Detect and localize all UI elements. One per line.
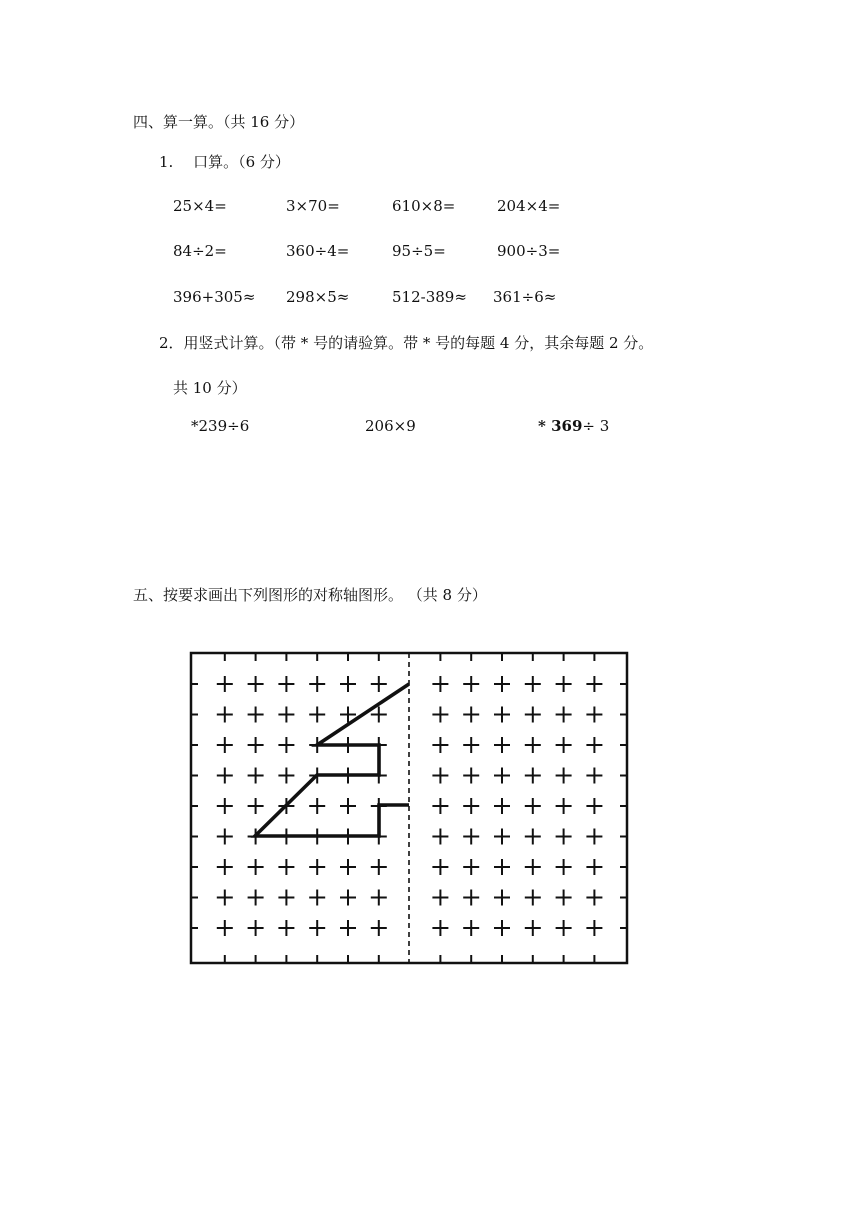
mental-math-item: 25×4= [173, 197, 227, 215]
mental-math-item: 204×4= [497, 197, 561, 215]
q1-label: 1. 口算。（6 分） [159, 153, 290, 171]
mental-math-item: 360÷4= [286, 242, 350, 260]
problem3-operator: ÷ 3 [582, 417, 610, 435]
mental-math-item: 396+305≈ [173, 288, 256, 306]
q2-label-line2: 共 10 分） [173, 379, 247, 397]
mental-math-item: 84÷2= [173, 242, 227, 260]
section4-title: 四、算一算。（共 16 分） [133, 113, 305, 131]
vertical-calc-problem-3 [538, 417, 609, 435]
mental-math-item: 610×8= [392, 197, 456, 215]
symmetry-grid-figure [189, 651, 631, 967]
vertical-calc-problem-1: *239÷6 [191, 417, 250, 435]
mental-math-item: 95÷5= [392, 242, 446, 260]
problem3-number: 369 [551, 417, 583, 435]
mental-math-item: 900÷3= [497, 242, 561, 260]
q2-label-line1: 2．用竖式计算。（带 * 号的请验算。带 * 号的每题 4 分，其余每题 2 分。 [159, 334, 654, 352]
mental-math-item: 3×70= [286, 197, 340, 215]
half-shape-outline [255, 684, 409, 836]
mental-math-item: 512-389≈ [392, 288, 467, 306]
mental-math-item: 298×5≈ [286, 288, 350, 306]
vertical-calc-problem-2: 206×9 [365, 417, 416, 435]
mental-math-item: 361÷6≈ [493, 288, 557, 306]
section5-title: 五、按要求画出下列图形的对称轴图形。 （共 8 分） [133, 586, 487, 604]
problem3-star: * [538, 417, 552, 435]
